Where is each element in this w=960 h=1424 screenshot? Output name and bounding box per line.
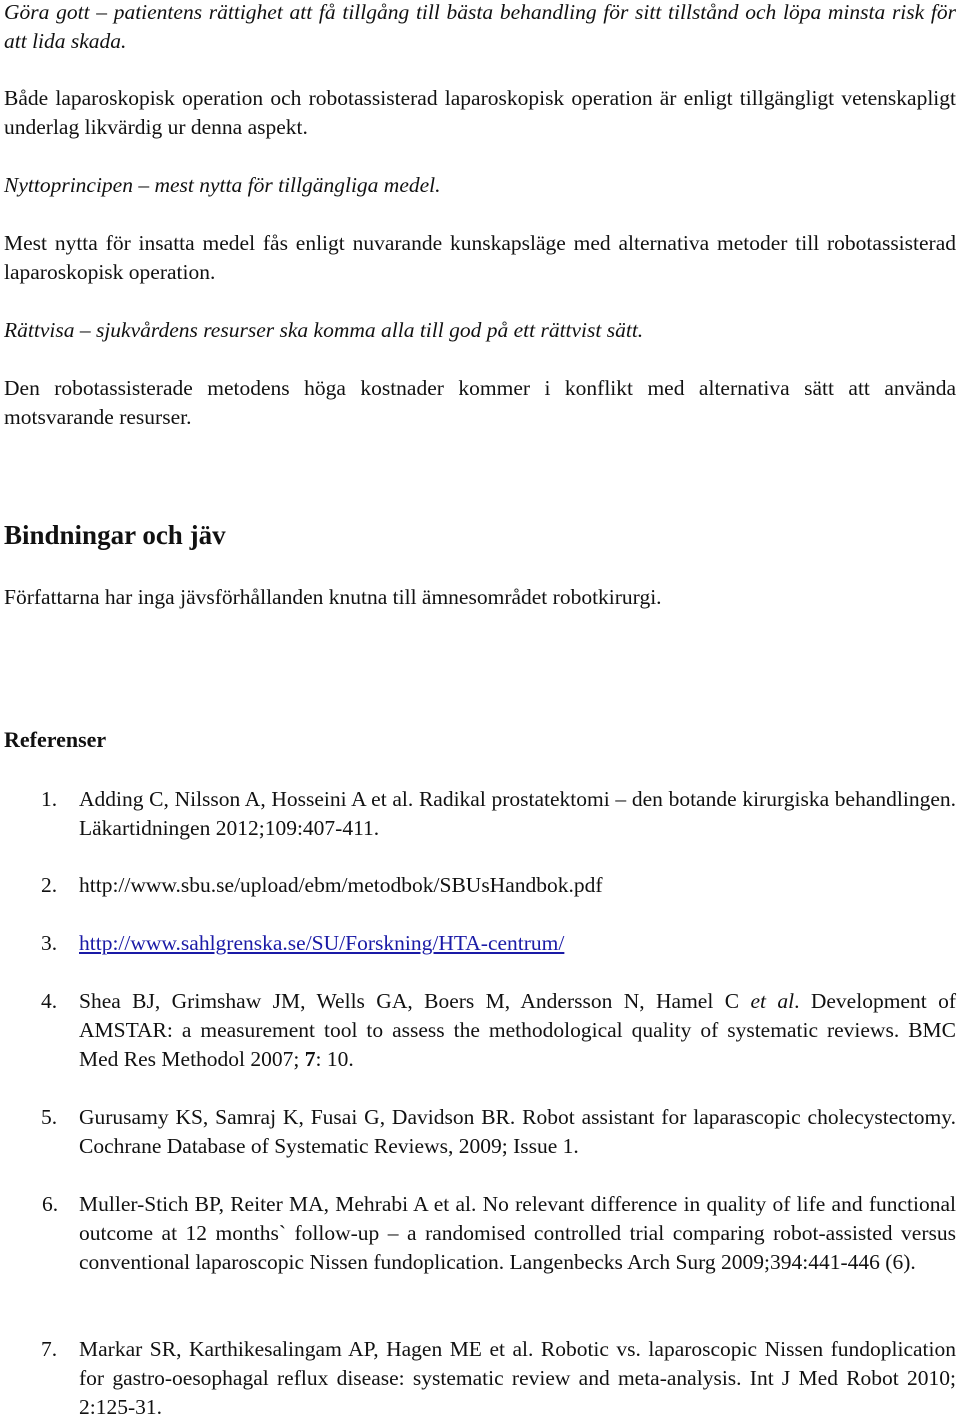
reference-item-7 bbox=[4, 1335, 956, 1422]
reference-et-al: et al bbox=[750, 989, 795, 1013]
paragraph-rattvisa: Rättvisa – sjukvårdens resurser ska komma alla till god på ett rättvist sätt. bbox=[4, 318, 644, 342]
reference-item-3 bbox=[4, 929, 956, 958]
paragraph-gora-gott: Göra gott – patientens rättighet att få tillgång till bästa behandling för sitt tillstånd och löpa minsta risk för att lida skada. bbox=[4, 0, 956, 53]
reference-number: 6. bbox=[42, 1192, 59, 1216]
reference-number: 2. bbox=[41, 873, 58, 897]
reference-item-1 bbox=[4, 785, 956, 843]
reference-number: 3. bbox=[41, 931, 58, 955]
reference-number: 1. bbox=[41, 787, 58, 811]
reference-text: Adding C, Nilsson A, Hosseini A et al. Radikal prostatektomi – den botande kirurgiska behandlingen. Läkartidningen 2012;109:407-411. bbox=[79, 787, 956, 840]
heading-bindningar: Bindningar och jäv bbox=[4, 520, 226, 550]
reference-number: 5. bbox=[41, 1105, 58, 1129]
paragraph-bindningar: Författarna har inga jävsförhållanden knutna till ämnesområdet robotkirurgi. bbox=[4, 585, 662, 609]
reference-number: 7. bbox=[41, 1337, 58, 1361]
heading-referenser: Referenser bbox=[4, 727, 107, 752]
reference-volume: 7 bbox=[304, 1047, 316, 1071]
reference-text: Markar SR, Karthikesalingam AP, Hagen ME et al. Robotic vs. laparoscopic Nissen fundoplication for gastro-oesophagal reflux disease: systematic review and meta-analysis. Int J Med Robot 2010; 2:125-31. bbox=[79, 1337, 956, 1419]
reference-number: 4. bbox=[41, 989, 58, 1013]
reference-text-part: . Development of AMSTAR: a measurement tool to assess the methodological quality of systematic reviews. BMC Med Res Methodol 2007; bbox=[79, 989, 956, 1071]
reference-item-2 bbox=[4, 871, 956, 900]
paragraph-robotassisterade-kostnader: Den robotassisterade metodens höga kostnader kommer i konflikt med alternativa sätt att använda motsvarande resurser. bbox=[4, 376, 956, 429]
reference-text-part: : 10. bbox=[315, 1047, 354, 1071]
paragraph-nyttoprincipen: Nyttoprincipen – mest nytta för tillgängliga medel. bbox=[4, 173, 441, 197]
reference-text: Muller-Stich BP, Reiter MA, Mehrabi A et al. No relevant difference in quality of life and functional outcome at 12 months` follow-up – a randomised controlled trial comparing robot-assisted versus conventional laparoscopic Nissen fundoplication. Langenbecks Arch Surg 2009;394:441-446 (6). bbox=[79, 1192, 956, 1274]
paragraph-mest-nytta: Mest nytta för insatta medel fås enligt nuvarande kunskapsläge med alternativa metoder till robotassisterad laparoskopisk operation. bbox=[4, 231, 956, 284]
reference-link-sahlgrenska[interactable]: http://www.sahlgrenska.se/SU/Forskning/HTA-centrum/ bbox=[79, 931, 565, 955]
reference-text: Gurusamy KS, Samraj K, Fusai G, Davidson BR. Robot assistant for laparascopic cholecystectomy. Cochrane Database of Systematic Reviews, 2009; Issue 1. bbox=[79, 1105, 956, 1158]
paragraph-bade-laparoskopisk: Både laparoskopisk operation och robotassisterad laparoskopisk operation är enligt tillgängligt vetenskapligt underlag likvärdig ur denna aspekt. bbox=[4, 86, 956, 139]
reference-item-5 bbox=[4, 1103, 956, 1161]
reference-item-6 bbox=[4, 1190, 956, 1277]
reference-text: http://www.sbu.se/upload/ebm/metodbok/SBUsHandbok.pdf bbox=[79, 873, 603, 897]
reference-text bbox=[79, 987, 956, 1074]
reference-item-4 bbox=[4, 987, 956, 1074]
reference-text-part: Shea BJ, Grimshaw JM, Wells GA, Boers M, Andersson N, Hamel C bbox=[79, 989, 751, 1013]
